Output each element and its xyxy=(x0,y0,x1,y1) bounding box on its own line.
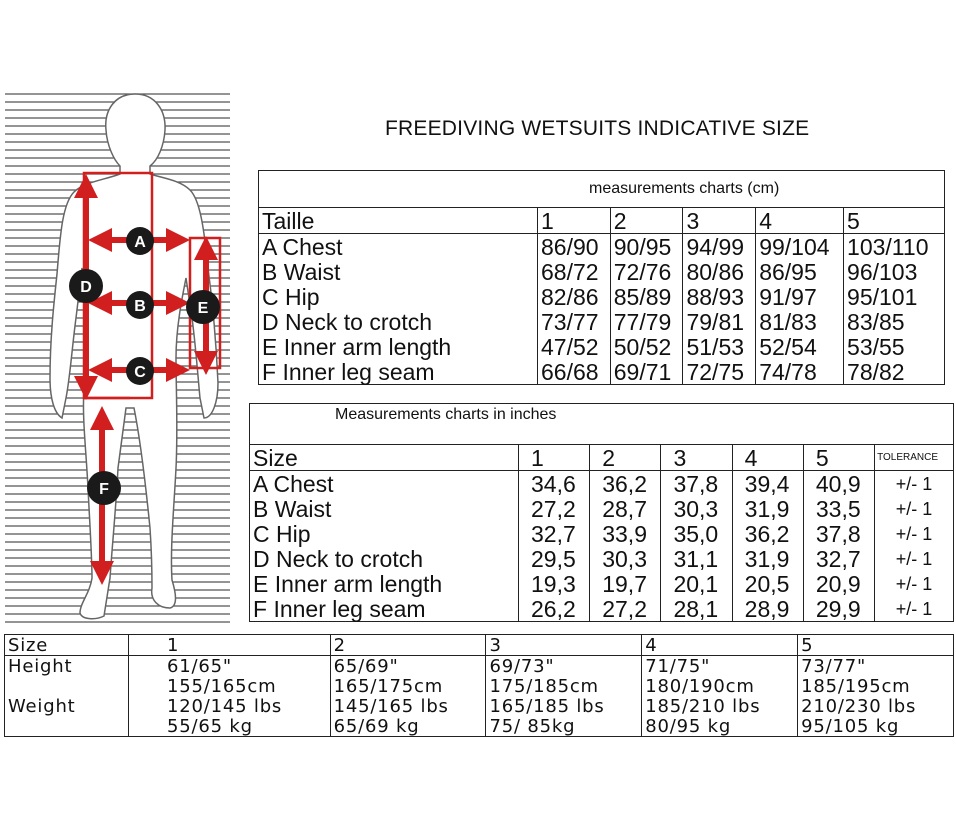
row-label: C Hip xyxy=(259,284,538,309)
cell: 31,1 xyxy=(661,546,732,571)
row-label: B Waist xyxy=(259,259,538,284)
cm-measurements-table xyxy=(258,170,945,385)
table-row xyxy=(250,571,954,596)
tolerance-cell: +/- 1 xyxy=(875,521,954,546)
cell: 71/75" xyxy=(642,656,798,677)
blank-label xyxy=(5,676,129,696)
size-header: 1 xyxy=(129,635,331,656)
table-row xyxy=(259,284,945,309)
cell: 28,7 xyxy=(590,496,661,521)
cell: 28,9 xyxy=(732,596,803,622)
cell: 69/73" xyxy=(486,656,642,677)
cell: 77/79 xyxy=(610,309,683,334)
cell: 185/195cm xyxy=(798,676,954,696)
inch-size-header: 5 xyxy=(803,445,874,471)
cell: 33,9 xyxy=(590,521,661,546)
cell: 83/85 xyxy=(844,309,945,334)
marker-d xyxy=(69,269,103,303)
cell: 66/68 xyxy=(538,359,611,385)
cell: 47/52 xyxy=(538,334,611,359)
row-label: C Hip xyxy=(250,521,519,546)
cell: 35,0 xyxy=(661,521,732,546)
table-row xyxy=(5,656,954,677)
table-row xyxy=(250,546,954,571)
table-row xyxy=(259,309,945,334)
marker-f xyxy=(87,471,121,505)
tolerance-header: TOLERANCE xyxy=(875,445,954,471)
cell: 91/97 xyxy=(756,284,844,309)
marker-c-label: C xyxy=(134,364,146,381)
cell: 175/185cm xyxy=(486,676,642,696)
cell: 28,1 xyxy=(661,596,732,622)
cell: 75/ 85kg xyxy=(486,716,642,737)
table-row xyxy=(259,334,945,359)
cell: 29,9 xyxy=(803,596,874,622)
row-label: F Inner leg seam xyxy=(250,596,519,622)
table-row xyxy=(259,259,945,284)
inch-measurements-table xyxy=(249,403,954,622)
inch-size-header: 4 xyxy=(732,445,803,471)
marker-a xyxy=(126,227,154,255)
tolerance-cell: +/- 1 xyxy=(875,596,954,622)
row-label: A Chest xyxy=(259,234,538,260)
inch-size-header: 1 xyxy=(519,445,590,471)
cell: 26,2 xyxy=(519,596,590,622)
cell: 65/69 kg xyxy=(330,716,486,737)
cell: 78/82 xyxy=(844,359,945,385)
cell: 80/95 kg xyxy=(642,716,798,737)
cell: 33,5 xyxy=(803,496,874,521)
tolerance-cell: +/- 1 xyxy=(875,571,954,596)
table-row xyxy=(259,359,945,385)
size-header-label: Size xyxy=(5,635,129,656)
cell: 31,9 xyxy=(732,496,803,521)
cell: 61/65" xyxy=(129,656,331,677)
cell: 86/95 xyxy=(756,259,844,284)
cm-size-header: 4 xyxy=(756,208,844,234)
cell: 20,1 xyxy=(661,571,732,596)
cell: 69/71 xyxy=(610,359,683,385)
cell: 103/110 xyxy=(844,234,945,260)
cell: 36,2 xyxy=(732,521,803,546)
cell: 99/104 xyxy=(756,234,844,260)
row-label: B Waist xyxy=(250,496,519,521)
cell: 30,3 xyxy=(661,496,732,521)
cell: 39,4 xyxy=(732,471,803,497)
cell: 50/52 xyxy=(610,334,683,359)
row-label: F Inner leg seam xyxy=(259,359,538,385)
cell: 185/210 lbs xyxy=(642,696,798,716)
size-height-weight-table xyxy=(4,634,954,737)
cell: 20,9 xyxy=(803,571,874,596)
cell: 120/145 lbs xyxy=(129,696,331,716)
cell: 81/83 xyxy=(756,309,844,334)
cell: 19,3 xyxy=(519,571,590,596)
cell: 27,2 xyxy=(519,496,590,521)
height-label: Height xyxy=(5,656,129,677)
cell: 79/81 xyxy=(683,309,756,334)
cell: 36,2 xyxy=(590,471,661,497)
cell: 52/54 xyxy=(756,334,844,359)
table-row xyxy=(250,596,954,622)
cell: 80/86 xyxy=(683,259,756,284)
cell: 31,9 xyxy=(732,546,803,571)
cell: 86/90 xyxy=(538,234,611,260)
cell: 27,2 xyxy=(590,596,661,622)
cm-size-header: 5 xyxy=(844,208,945,234)
cm-size-header: 1 xyxy=(538,208,611,234)
page-title: FREEDIVING WETSUITS INDICATIVE SIZE xyxy=(385,117,810,140)
cm-header-label: Taille xyxy=(259,208,538,234)
cell: 85/89 xyxy=(610,284,683,309)
size-header: 5 xyxy=(798,635,954,656)
cell: 37,8 xyxy=(803,521,874,546)
tolerance-cell: +/- 1 xyxy=(875,546,954,571)
marker-e-label: E xyxy=(197,300,209,317)
cell: 165/175cm xyxy=(330,676,486,696)
cell: 155/165cm xyxy=(129,676,331,696)
cell: 55/65 kg xyxy=(129,716,331,737)
cell: 165/185 lbs xyxy=(486,696,642,716)
cell: 29,5 xyxy=(519,546,590,571)
marker-e xyxy=(186,290,220,324)
cell: 73/77" xyxy=(798,656,954,677)
marker-d-label: D xyxy=(80,279,92,296)
size-header: 3 xyxy=(486,635,642,656)
tolerance-cell: +/- 1 xyxy=(875,471,954,497)
cell: 95/101 xyxy=(844,284,945,309)
inch-header-label: Size xyxy=(250,445,519,471)
weight-label: Weight xyxy=(5,696,129,716)
cell: 180/190cm xyxy=(642,676,798,696)
row-label: A Chest xyxy=(250,471,519,497)
cell: 96/103 xyxy=(844,259,945,284)
cell: 90/95 xyxy=(610,234,683,260)
cell: 65/69" xyxy=(330,656,486,677)
marker-b-label: B xyxy=(134,298,146,315)
size-header: 4 xyxy=(642,635,798,656)
cell: 94/99 xyxy=(683,234,756,260)
cell: 210/230 lbs xyxy=(798,696,954,716)
cell: 20,5 xyxy=(732,571,803,596)
row-label: E Inner arm length xyxy=(259,334,538,359)
table-row xyxy=(250,496,954,521)
cm-size-header: 2 xyxy=(610,208,683,234)
cell: 37,8 xyxy=(661,471,732,497)
table-row xyxy=(5,696,954,716)
cell: 72/76 xyxy=(610,259,683,284)
table-row xyxy=(259,234,945,260)
row-label: E Inner arm length xyxy=(250,571,519,596)
cell: 30,3 xyxy=(590,546,661,571)
cell: 40,9 xyxy=(803,471,874,497)
cell: 82/86 xyxy=(538,284,611,309)
cell: 73/77 xyxy=(538,309,611,334)
cm-size-header: 3 xyxy=(683,208,756,234)
cell: 53/55 xyxy=(844,334,945,359)
cell: 32,7 xyxy=(519,521,590,546)
tolerance-cell: +/- 1 xyxy=(875,496,954,521)
marker-f-label: F xyxy=(99,481,109,498)
cell: 74/78 xyxy=(756,359,844,385)
cell: 88/93 xyxy=(683,284,756,309)
cell: 19,7 xyxy=(590,571,661,596)
marker-a-label: A xyxy=(134,234,146,251)
row-label: D Neck to crotch xyxy=(259,309,538,334)
size-header: 2 xyxy=(330,635,486,656)
cell: 72/75 xyxy=(683,359,756,385)
cell: 34,6 xyxy=(519,471,590,497)
cell: 51/53 xyxy=(683,334,756,359)
table-row xyxy=(250,471,954,497)
inch-table-caption: Measurements charts in inches xyxy=(250,404,954,445)
table-row xyxy=(5,676,954,696)
body-diagram xyxy=(0,88,240,633)
table-row xyxy=(250,521,954,546)
cell: 95/105 kg xyxy=(798,716,954,737)
blank-label xyxy=(5,716,129,737)
inch-size-header: 3 xyxy=(661,445,732,471)
marker-b xyxy=(126,291,154,319)
body-measurement-figure xyxy=(0,88,240,633)
cm-table-caption: measurements charts (cm) xyxy=(259,171,945,208)
inch-size-header: 2 xyxy=(590,445,661,471)
table-row xyxy=(5,716,954,737)
marker-c xyxy=(126,357,154,385)
cell: 145/165 lbs xyxy=(330,696,486,716)
cell: 68/72 xyxy=(538,259,611,284)
row-label: D Neck to crotch xyxy=(250,546,519,571)
cell: 32,7 xyxy=(803,546,874,571)
